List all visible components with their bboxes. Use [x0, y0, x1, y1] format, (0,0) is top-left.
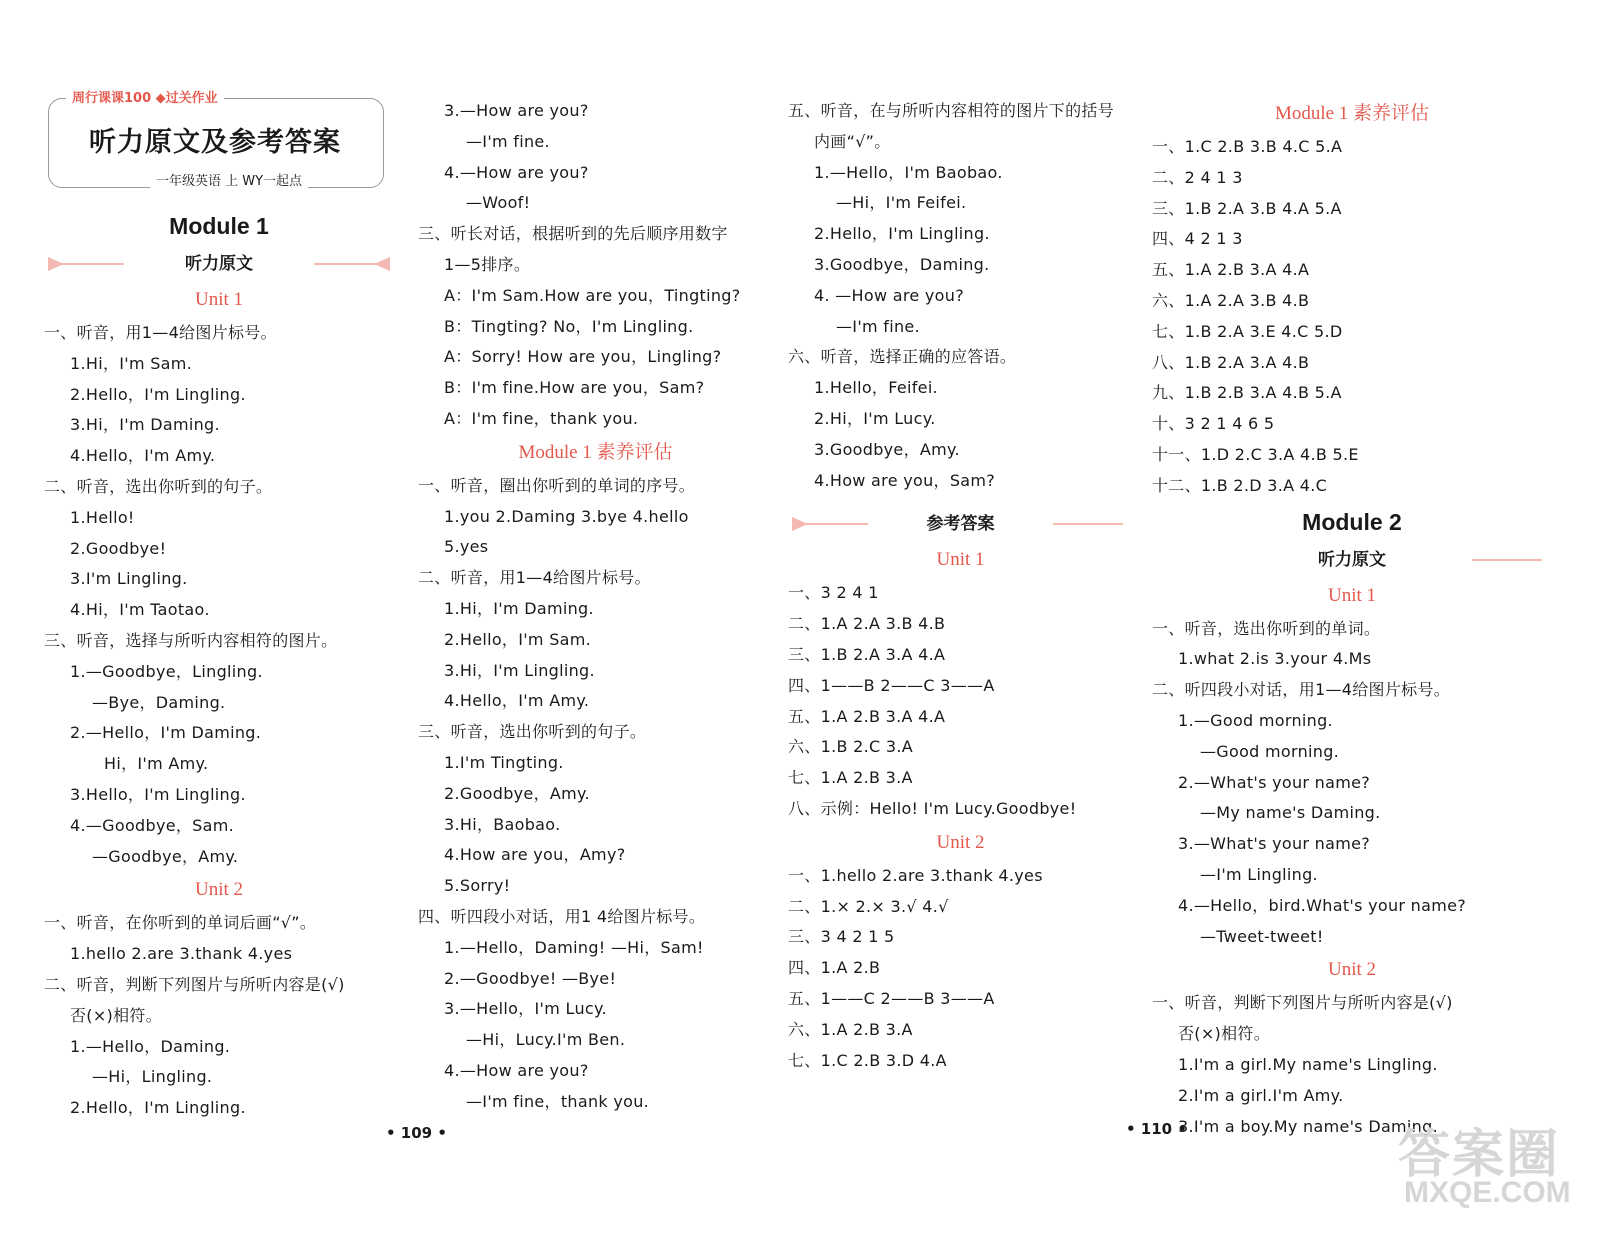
- page-title: 听力原文及参考答案: [89, 127, 341, 158]
- text-line: 二、听四段小对话，用1—4给图片标号。: [1152, 680, 1451, 700]
- text-line: 3.—How are you?: [444, 101, 589, 120]
- text-line: 九、1.B 2.B 3.A 4.B 5.A: [1152, 383, 1342, 403]
- text-line: 1.—Hello，I'm Baobao.: [814, 162, 1003, 182]
- text-line: —I'm fine.: [466, 131, 550, 151]
- text-line: 三、听长对话，根据听到的先后顺序用数字: [418, 224, 728, 244]
- text-line: 一、1.C 2.B 3.B 4.C 5.A: [1152, 137, 1343, 156]
- section-heading: [788, 506, 1133, 542]
- text-line: 3.I'm Lingling.: [70, 569, 188, 589]
- section-label: 听力原文: [185, 254, 253, 274]
- text-line: 七、1.B 2.A 3.E 4.C 5.D: [1152, 321, 1343, 341]
- text-block: [788, 96, 1133, 496]
- watermark-url: MXQE.COM: [1404, 1176, 1571, 1209]
- text-line: 4.Hello，I'm Amy.: [444, 691, 590, 711]
- text-line: 四、1——B 2——C 3——A: [788, 675, 995, 695]
- text-line: 1.you 2.Daming 3.bye 4.hello: [444, 506, 689, 526]
- text-line: —Hi，I'm Feifei.: [836, 193, 967, 213]
- text-line: 3.Hi，Baobao.: [444, 814, 561, 834]
- text-line: 内画“√”。: [814, 131, 891, 151]
- text-line: 五、1.A 2.B 3.A 4.A: [788, 706, 946, 726]
- text-line: 八、示例：Hello! I'm Lucy.Goodbye!: [788, 798, 1077, 818]
- text-line: 1.what 2.is 3.your 4.Ms: [1178, 649, 1372, 669]
- unit-heading: Unit 2: [194, 879, 244, 901]
- text-line: 2.I'm a girl.I'm Amy.: [1178, 1085, 1344, 1105]
- text-line: 2.Hello，I'm Lingling.: [70, 1098, 246, 1118]
- text-line: 4.—Goodbye，Sam.: [70, 815, 234, 835]
- text-block: [788, 578, 1133, 824]
- text-line: 4.—How are you?: [444, 162, 589, 182]
- text-line: 2.Hi，I'm Lucy.: [814, 408, 936, 428]
- text-line: 一、听音，在你听到的单词后画“√”。: [44, 913, 317, 933]
- text-line: 1.—Hello，Daming! —Hi，Sam!: [444, 937, 704, 957]
- module-heading: Module 1: [169, 213, 269, 239]
- unit-heading: Unit 2: [936, 831, 985, 853]
- text-line: 4.—How are you?: [444, 1060, 589, 1080]
- assessment-heading: Module 1 素养评估: [1274, 103, 1430, 124]
- text-line: 4.—Hello，bird.What's your name?: [1178, 895, 1467, 915]
- text-line: —Bye，Daming.: [92, 692, 226, 712]
- text-block: [418, 471, 773, 1118]
- text-line: 2.Hello，I'm Lingling.: [814, 224, 990, 244]
- text-line: 2.—What's your name?: [1178, 772, 1371, 792]
- text-line: 五、1——C 2——B 3——A: [788, 988, 995, 1008]
- divider: [54, 263, 124, 265]
- column-4: [1152, 96, 1552, 1142]
- text-line: 2.—Goodbye! —Bye!: [444, 968, 617, 988]
- text-line: 2.Goodbye，Amy.: [444, 783, 590, 803]
- text-block: [418, 96, 773, 435]
- text-line: B：Tingting? No，I'm Lingling.: [444, 316, 694, 336]
- text-line: 二、听音，选出你听到的句子。: [44, 476, 273, 496]
- text-line: 1.Hello!: [70, 507, 135, 527]
- text-line: 六、听音，选择正确的应答语。: [788, 347, 1017, 367]
- text-line: 1.—Good morning.: [1178, 710, 1333, 730]
- text-line: 否(×)相符。: [1178, 1024, 1270, 1044]
- column-1: [44, 206, 394, 1124]
- text-line: 一、听音，用1—4给图片标号。: [44, 323, 277, 342]
- text-line: 2.Hello，I'm Sam.: [444, 629, 592, 649]
- text-line: —I'm fine.: [836, 316, 920, 336]
- column-2: [418, 96, 773, 1118]
- text-line: 三、听音，选择与所听内容相符的图片。: [44, 630, 338, 650]
- watermark-text: 答案圈: [1398, 1125, 1561, 1185]
- text-line: 3.Hello，I'm Lingling.: [70, 784, 246, 804]
- text-line: 一、1.hello 2.are 3.thank 4.yes: [788, 865, 1043, 885]
- text-line: 4. —How are you?: [814, 285, 964, 305]
- text-line: 四、听四段小对话，用1 4给图片标号。: [418, 906, 706, 926]
- text-line: 一、听音，圈出你听到的单词的序号。: [418, 475, 696, 495]
- text-line: 1.—Goodbye，Lingling.: [70, 661, 263, 681]
- section-label: 参考答案: [926, 514, 995, 535]
- text-line: A：I'm fine，thank you.: [444, 408, 639, 428]
- text-line: 1.Hi，I'm Daming.: [444, 598, 594, 618]
- text-block: [1152, 132, 1552, 502]
- text-line: 三、3 4 2 1 5: [788, 927, 895, 947]
- divider: [798, 523, 868, 525]
- text-line: A：I'm Sam.How are you，Tingting?: [444, 285, 741, 305]
- text-block: [44, 908, 394, 1124]
- text-line: 5.Sorry!: [444, 876, 511, 896]
- text-line: 4.How are you，Sam?: [814, 470, 996, 490]
- section-label: 听力原文: [1318, 549, 1386, 570]
- page-subtitle: 一年级英语 上 WY一起点: [150, 174, 308, 190]
- section-heading: [44, 246, 394, 282]
- text-line: 七、1.C 2.B 3.D 4.A: [788, 1050, 947, 1070]
- page-number-right: • 110 •: [1126, 1120, 1187, 1138]
- page-number-left: • 109 •: [386, 1124, 447, 1142]
- text-line: 2.Goodbye!: [70, 538, 167, 558]
- text-line: 三、听音，选出你听到的句子。: [418, 722, 647, 742]
- unit-heading: Unit 2: [1327, 959, 1377, 981]
- text-line: 3.—Hello，I'm Lucy.: [444, 999, 607, 1019]
- unit-heading: Unit 1: [1327, 584, 1377, 606]
- assessment-heading: Module 1 素养评估: [518, 441, 673, 463]
- text-block: [44, 318, 394, 872]
- text-line: 三、1.B 2.A 3.A 4.A: [788, 644, 946, 664]
- text-line: —Hi，Lucy.I'm Ben.: [466, 1030, 626, 1050]
- text-line: Hi，I'm Amy.: [104, 754, 209, 774]
- text-line: 1.Hello，Feifei.: [814, 378, 938, 398]
- text-line: 否(×)相符。: [70, 1005, 162, 1025]
- text-line: 1.hello 2.are 3.thank 4.yes: [70, 944, 293, 964]
- text-line: 四、4 2 1 3: [1152, 229, 1243, 249]
- unit-heading: Unit 1: [936, 549, 985, 571]
- text-line: 1—5排序。: [444, 254, 531, 274]
- text-line: 4.Hi，I'm Taotao.: [70, 600, 210, 620]
- text-line: —I'm Lingling.: [1200, 864, 1318, 884]
- text-line: 1.Hi，I'm Sam.: [70, 353, 193, 373]
- text-line: 十一、1.D 2.C 3.A 4.B 5.E: [1152, 444, 1359, 464]
- text-line: 3.Hi，I'm Daming.: [70, 415, 220, 435]
- text-line: 十、3 2 1 4 6 5: [1152, 414, 1275, 434]
- text-line: 2.Hello，I'm Lingling.: [70, 384, 246, 404]
- text-line: 五、1.A 2.B 3.A 4.A: [1152, 260, 1310, 280]
- brand-label: 周行课课100 ◆过关作业: [66, 90, 224, 108]
- text-line: 1.I'm a girl.My name's Lingling.: [1178, 1054, 1438, 1074]
- text-line: 一、3 2 4 1: [788, 583, 879, 603]
- text-line: 八、1.B 2.A 3.A 4.B: [1152, 352, 1310, 372]
- text-line: 3.I'm a boy.My name's Daming.: [1178, 1116, 1438, 1136]
- module-heading: Module 2: [1302, 508, 1402, 535]
- text-line: 1.—Hello，Daming.: [70, 1036, 231, 1056]
- text-line: 二、1.A 2.A 3.B 4.B: [788, 614, 946, 634]
- watermark-logo: [1398, 1112, 1571, 1222]
- text-line: 3.Goodbye，Daming.: [814, 254, 990, 274]
- text-line: 2.—Hello，I'm Daming.: [70, 723, 262, 743]
- text-line: —Woof!: [466, 193, 531, 213]
- text-line: 5.yes: [444, 537, 489, 557]
- text-line: 六、1.A 2.B 3.A: [788, 1019, 913, 1039]
- text-line: 七、1.A 2.B 3.A: [788, 768, 913, 788]
- text-line: 六、1.B 2.C 3.A: [788, 737, 913, 757]
- text-line: 4.How are you，Amy?: [444, 845, 626, 865]
- text-block: [1152, 614, 1552, 953]
- text-line: B：I'm fine.How are you，Sam?: [444, 378, 705, 398]
- text-line: 4.Hello，I'm Amy.: [70, 446, 216, 466]
- text-line: 四、1.A 2.B: [788, 958, 881, 978]
- text-line: 二、1.× 2.× 3.√ 4.√: [788, 896, 949, 916]
- arrow-right-icon: [374, 257, 390, 271]
- text-line: 3.Hi，I'm Lingling.: [444, 660, 595, 680]
- text-line: 3.—What's your name?: [1178, 834, 1371, 854]
- text-line: 一、听音，判断下列图片与所听内容是(√): [1152, 993, 1453, 1013]
- text-line: —I'm fine，thank you.: [466, 1091, 650, 1111]
- text-line: 3.Goodbye，Amy.: [814, 439, 960, 459]
- text-line: 十二、1.B 2.D 3.A 4.C: [1152, 475, 1328, 495]
- text-line: —Hi，Lingling.: [92, 1067, 213, 1087]
- text-line: 一、听音，选出你听到的单词。: [1152, 618, 1381, 638]
- unit-heading: Unit 1: [194, 289, 244, 310]
- text-line: 三、1.B 2.A 3.B 4.A 5.A: [1152, 198, 1342, 218]
- text-block: [788, 861, 1133, 1077]
- text-line: —Good morning.: [1200, 741, 1340, 761]
- text-line: 二、2 4 1 3: [1152, 167, 1243, 187]
- text-line: —My name's Daming.: [1200, 803, 1381, 823]
- text-line: 五、听音，在与所听内容相符的图片下的括号: [788, 101, 1115, 120]
- text-line: —Goodbye，Amy.: [92, 846, 239, 866]
- text-line: —Tweet-tweet!: [1200, 926, 1324, 946]
- text-line: 二、听音，用1—4给图片标号。: [418, 568, 651, 588]
- section-heading: [1152, 542, 1552, 578]
- text-line: 二、听音，判断下列图片与所听内容是(√): [44, 974, 345, 994]
- divider: [1472, 559, 1542, 561]
- text-line: 1.I'm Tingting.: [444, 752, 564, 772]
- divider: [1053, 523, 1123, 525]
- column-3: [788, 96, 1133, 1076]
- text-line: A：Sorry! How are you，Lingling?: [444, 347, 722, 367]
- text-line: 六、1.A 2.A 3.B 4.B: [1152, 290, 1310, 310]
